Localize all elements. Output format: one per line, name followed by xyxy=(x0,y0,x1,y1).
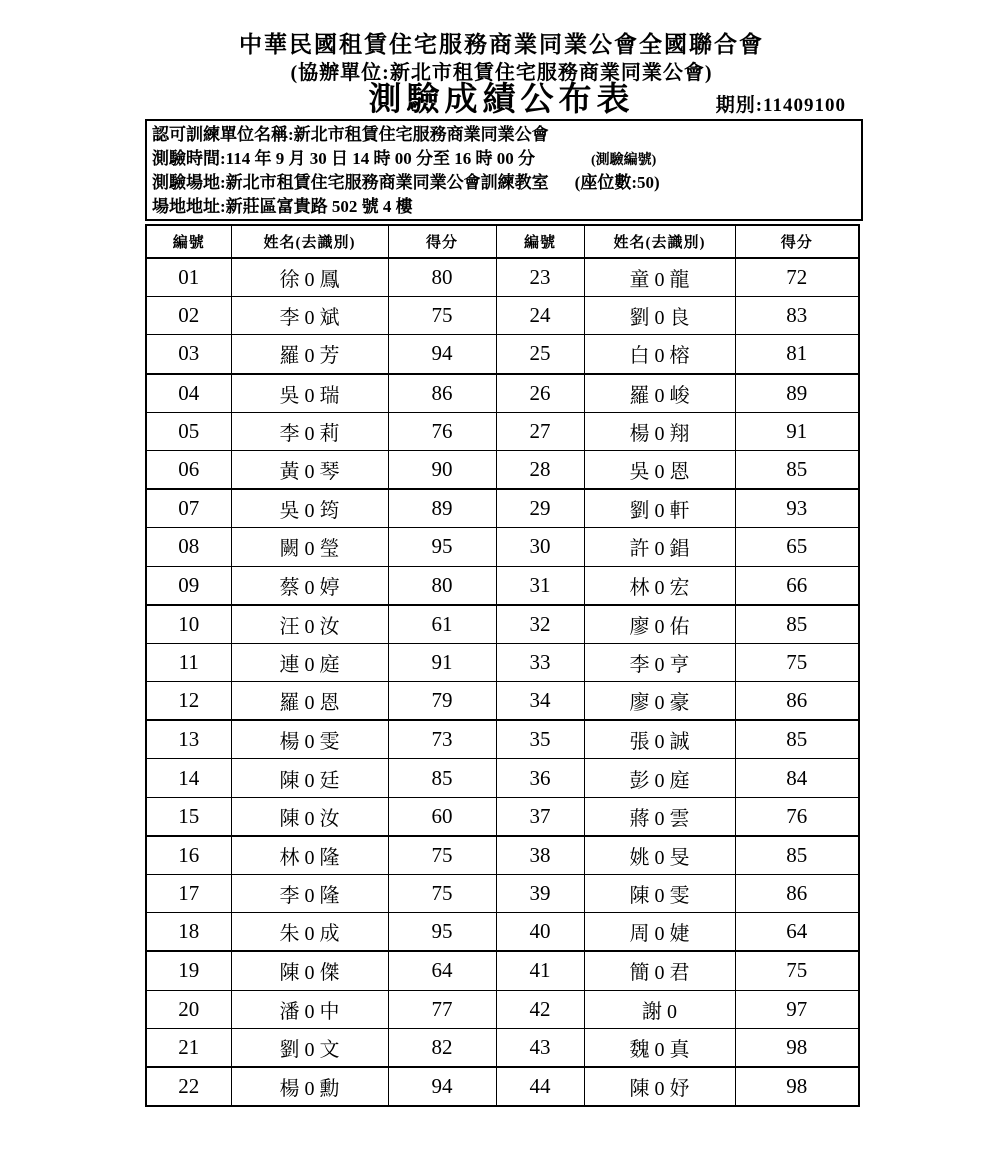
cell-left-name: 楊 0 勳 xyxy=(231,1067,388,1106)
info-box xyxy=(145,119,863,221)
cell-left-score: 90 xyxy=(388,450,496,489)
test-number-note: (測驗編號) xyxy=(590,153,657,168)
cell-left-score: 91 xyxy=(388,643,496,681)
cell-right-name: 蔣 0 雲 xyxy=(584,797,735,836)
cell-right-name: 謝 0 xyxy=(584,990,735,1028)
cell-right-score: 64 xyxy=(735,913,859,952)
table-row xyxy=(146,566,859,605)
test-time-text: 測驗時間:114 年 9 月 30 日 14 時 00 分至 16 時 00 分 xyxy=(152,149,535,168)
cell-left-score: 82 xyxy=(388,1028,496,1067)
cell-right-name: 楊 0 翔 xyxy=(584,412,735,450)
cell-left-name: 潘 0 中 xyxy=(231,990,388,1028)
table-row xyxy=(146,759,859,797)
cell-right-score: 76 xyxy=(735,797,859,836)
score-table-header xyxy=(146,225,859,258)
table-row xyxy=(146,1028,859,1067)
cell-left-no: 15 xyxy=(146,797,231,836)
cell-left-no: 05 xyxy=(146,412,231,450)
cell-left-no: 16 xyxy=(146,836,231,875)
cell-left-no: 08 xyxy=(146,528,231,566)
cell-left-score: 75 xyxy=(388,875,496,913)
cell-left-name: 吳 0 瑞 xyxy=(231,374,388,413)
cell-right-name: 周 0 婕 xyxy=(584,913,735,952)
cell-left-no: 02 xyxy=(146,297,231,335)
table-row xyxy=(146,335,859,374)
cell-right-score: 85 xyxy=(735,836,859,875)
score-table xyxy=(145,224,860,1107)
cell-right-name: 簡 0 君 xyxy=(584,951,735,990)
cell-left-score: 76 xyxy=(388,412,496,450)
cell-right-score: 66 xyxy=(735,566,859,605)
cell-left-name: 陳 0 汝 xyxy=(231,797,388,836)
col-header-score-right: 得分 xyxy=(735,225,859,258)
cell-right-score: 93 xyxy=(735,489,859,528)
cell-left-name: 李 0 莉 xyxy=(231,412,388,450)
cell-right-score: 83 xyxy=(735,297,859,335)
training-unit-text: 認可訓練單位名稱:新北市租賃住宅服務商業同業公會 xyxy=(152,125,549,144)
cell-right-score: 72 xyxy=(735,258,859,297)
cell-right-name: 劉 0 軒 xyxy=(584,489,735,528)
cell-left-name: 陳 0 傑 xyxy=(231,951,388,990)
cell-left-name: 羅 0 恩 xyxy=(231,682,388,721)
table-row xyxy=(146,990,859,1028)
cell-right-score: 97 xyxy=(735,990,859,1028)
col-header-name-left: 姓名(去識別) xyxy=(231,225,388,258)
cell-left-score: 79 xyxy=(388,682,496,721)
cell-left-name: 連 0 庭 xyxy=(231,643,388,681)
cell-right-no: 30 xyxy=(496,528,584,566)
cell-right-no: 29 xyxy=(496,489,584,528)
cell-left-no: 18 xyxy=(146,913,231,952)
cell-right-no: 31 xyxy=(496,566,584,605)
cell-right-no: 36 xyxy=(496,759,584,797)
cell-right-score: 98 xyxy=(735,1028,859,1067)
table-row xyxy=(146,297,859,335)
cell-right-no: 38 xyxy=(496,836,584,875)
cell-right-name: 張 0 誠 xyxy=(584,720,735,759)
cell-left-score: 64 xyxy=(388,951,496,990)
cell-left-no: 11 xyxy=(146,643,231,681)
cell-right-name: 廖 0 佑 xyxy=(584,605,735,644)
cell-right-name: 白 0 榕 xyxy=(584,335,735,374)
cell-left-score: 85 xyxy=(388,759,496,797)
cell-left-name: 李 0 隆 xyxy=(231,875,388,913)
cell-right-no: 39 xyxy=(496,875,584,913)
table-row xyxy=(146,836,859,875)
cell-left-score: 94 xyxy=(388,1067,496,1106)
cell-left-score: 95 xyxy=(388,913,496,952)
table-row xyxy=(146,412,859,450)
cell-left-name: 闕 0 瑩 xyxy=(231,528,388,566)
cell-left-no: 01 xyxy=(146,258,231,297)
cell-right-no: 40 xyxy=(496,913,584,952)
cell-left-no: 19 xyxy=(146,951,231,990)
cell-right-score: 86 xyxy=(735,875,859,913)
cell-left-name: 徐 0 鳳 xyxy=(231,258,388,297)
info-venue xyxy=(152,171,861,195)
col-header-score-left: 得分 xyxy=(388,225,496,258)
cell-right-no: 35 xyxy=(496,720,584,759)
cell-right-no: 42 xyxy=(496,990,584,1028)
cell-right-score: 85 xyxy=(735,605,859,644)
cell-right-name: 李 0 亨 xyxy=(584,643,735,681)
cell-left-score: 95 xyxy=(388,528,496,566)
cell-right-score: 91 xyxy=(735,412,859,450)
col-header-name-right: 姓名(去識別) xyxy=(584,225,735,258)
cell-right-score: 75 xyxy=(735,951,859,990)
table-row xyxy=(146,1067,859,1106)
cell-right-name: 吳 0 恩 xyxy=(584,450,735,489)
address-text: 場地地址:新莊區富貴路 502 號 4 樓 xyxy=(152,197,413,216)
cell-left-no: 22 xyxy=(146,1067,231,1106)
cell-right-name: 林 0 宏 xyxy=(584,566,735,605)
cell-left-name: 劉 0 文 xyxy=(231,1028,388,1067)
info-training-unit xyxy=(152,123,861,147)
page-title: 測驗成績公布表 xyxy=(368,82,635,118)
table-row xyxy=(146,875,859,913)
cell-right-score: 89 xyxy=(735,374,859,413)
cell-right-score: 84 xyxy=(735,759,859,797)
cell-left-no: 20 xyxy=(146,990,231,1028)
cell-right-no: 23 xyxy=(496,258,584,297)
cell-left-name: 蔡 0 婷 xyxy=(231,566,388,605)
cell-left-name: 陳 0 廷 xyxy=(231,759,388,797)
table-row xyxy=(146,720,859,759)
cell-right-no: 28 xyxy=(496,450,584,489)
cell-right-no: 25 xyxy=(496,335,584,374)
table-row xyxy=(146,258,859,297)
cell-left-no: 21 xyxy=(146,1028,231,1067)
cell-left-score: 80 xyxy=(388,258,496,297)
cell-left-no: 03 xyxy=(146,335,231,374)
cell-left-score: 77 xyxy=(388,990,496,1028)
table-row xyxy=(146,682,859,721)
table-row xyxy=(146,913,859,952)
col-header-no-left: 編號 xyxy=(146,225,231,258)
cell-left-name: 汪 0 汝 xyxy=(231,605,388,644)
cell-right-name: 姚 0 旻 xyxy=(584,836,735,875)
cell-right-name: 劉 0 良 xyxy=(584,297,735,335)
cell-right-name: 魏 0 真 xyxy=(584,1028,735,1067)
cell-right-no: 33 xyxy=(496,643,584,681)
cell-left-no: 07 xyxy=(146,489,231,528)
table-row xyxy=(146,797,859,836)
period-label: 期別:11409100 xyxy=(715,95,846,116)
cell-left-score: 86 xyxy=(388,374,496,413)
col-header-no-right: 編號 xyxy=(496,225,584,258)
cell-left-no: 04 xyxy=(146,374,231,413)
cell-left-name: 李 0 斌 xyxy=(231,297,388,335)
cell-left-no: 17 xyxy=(146,875,231,913)
cell-left-no: 12 xyxy=(146,682,231,721)
cell-right-no: 41 xyxy=(496,951,584,990)
cell-left-score: 75 xyxy=(388,297,496,335)
cell-left-name: 楊 0 雯 xyxy=(231,720,388,759)
cell-right-name: 童 0 龍 xyxy=(584,258,735,297)
cell-right-no: 26 xyxy=(496,374,584,413)
org-title: 中華民國租賃住宅服務商業同業公會全國聯合會 xyxy=(239,32,764,57)
cell-left-no: 09 xyxy=(146,566,231,605)
cell-right-no: 24 xyxy=(496,297,584,335)
cell-right-no: 34 xyxy=(496,682,584,721)
cell-right-name: 羅 0 峻 xyxy=(584,374,735,413)
score-table-body xyxy=(146,258,859,1106)
table-row xyxy=(146,643,859,681)
seat-count-note: (座位數:50) xyxy=(574,173,660,192)
co-organizer-subtitle: (協辦單位:新北市租賃住宅服務商業同業公會) xyxy=(290,62,713,84)
cell-left-score: 60 xyxy=(388,797,496,836)
cell-left-name: 羅 0 芳 xyxy=(231,335,388,374)
cell-right-name: 彭 0 庭 xyxy=(584,759,735,797)
cell-right-no: 44 xyxy=(496,1067,584,1106)
table-row xyxy=(146,951,859,990)
cell-left-score: 89 xyxy=(388,489,496,528)
cell-left-name: 黃 0 琴 xyxy=(231,450,388,489)
cell-left-score: 73 xyxy=(388,720,496,759)
cell-right-name: 陳 0 雯 xyxy=(584,875,735,913)
cell-right-score: 75 xyxy=(735,643,859,681)
table-row xyxy=(146,528,859,566)
table-row xyxy=(146,489,859,528)
table-row xyxy=(146,605,859,644)
cell-left-no: 06 xyxy=(146,450,231,489)
cell-left-name: 林 0 隆 xyxy=(231,836,388,875)
cell-left-no: 14 xyxy=(146,759,231,797)
cell-right-name: 陳 0 妤 xyxy=(584,1067,735,1106)
cell-right-no: 37 xyxy=(496,797,584,836)
cell-left-name: 朱 0 成 xyxy=(231,913,388,952)
cell-right-score: 81 xyxy=(735,335,859,374)
info-test-time xyxy=(152,147,861,171)
table-row xyxy=(146,450,859,489)
cell-right-score: 98 xyxy=(735,1067,859,1106)
cell-right-score: 65 xyxy=(735,528,859,566)
cell-right-no: 27 xyxy=(496,412,584,450)
cell-left-score: 61 xyxy=(388,605,496,644)
venue-text: 測驗場地:新北市租賃住宅服務商業同業公會訓練教室 xyxy=(152,173,549,192)
info-address xyxy=(152,195,861,219)
cell-right-score: 85 xyxy=(735,450,859,489)
cell-left-no: 13 xyxy=(146,720,231,759)
cell-left-score: 94 xyxy=(388,335,496,374)
table-row xyxy=(146,374,859,413)
cell-left-score: 75 xyxy=(388,836,496,875)
cell-right-no: 43 xyxy=(496,1028,584,1067)
cell-left-score: 80 xyxy=(388,566,496,605)
cell-right-name: 許 0 錩 xyxy=(584,528,735,566)
cell-right-name: 廖 0 豪 xyxy=(584,682,735,721)
cell-left-no: 10 xyxy=(146,605,231,644)
cell-right-score: 85 xyxy=(735,720,859,759)
cell-left-name: 吳 0 筠 xyxy=(231,489,388,528)
cell-right-score: 86 xyxy=(735,682,859,721)
header-row xyxy=(146,225,859,258)
cell-right-no: 32 xyxy=(496,605,584,644)
title-row xyxy=(145,80,858,120)
